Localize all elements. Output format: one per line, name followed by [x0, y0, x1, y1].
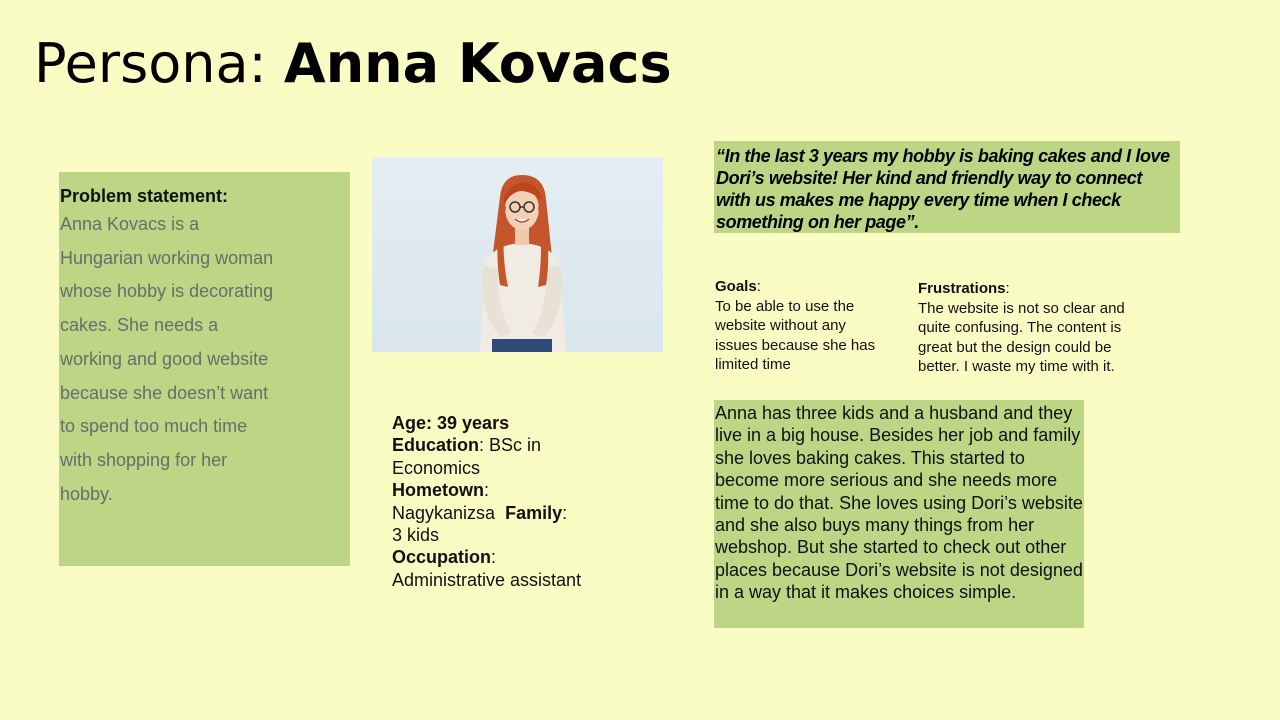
title-prefix: Persona:	[34, 32, 284, 95]
occupation-value: : Administrative assistant	[392, 547, 582, 590]
persona-quote: “In the last 3 years my hobby is baking cakes and I love Dori’s website! Her kind and friendly way to connect with us makes me happy every time when I check something on her page”.	[714, 141, 1180, 233]
goals-section: Goals: To be able to use the website without any issues because she has limited time	[715, 278, 876, 373]
page-title	[34, 28, 672, 100]
age-value: 39 years	[437, 413, 510, 433]
problem-statement-text: Anna Kovacs is a Hungarian working woman whose hobby is decorating cakes. She needs a working and good website because she doesn’t want to spend too much time with shopping for her hobby.	[60, 214, 274, 504]
frustrations-label: Frustrations	[918, 280, 1006, 297]
family-value: : 3 kids	[392, 502, 568, 546]
persona-photo	[372, 157, 663, 352]
persona-story: Anna has three kids and a husband and they live in a big house. Besides her job and family she loves baking cakes. This started to become more serious and she needs more time to do that. She loves using Dori’s website and she also buys many things from her webshop. But she started to check out other places because Dori’s website is not designed in a way that it makes choices simple.	[714, 400, 1084, 628]
hometown-value: : Nagykanizsa	[392, 480, 496, 523]
goals-label: Goals	[715, 278, 757, 295]
occupation-label: Occupation	[392, 547, 492, 568]
goals-text: To be able to use the website without any issues because she has limited time	[715, 297, 876, 373]
age-label: Age:	[392, 413, 432, 433]
hometown-label: Hometown	[392, 480, 484, 501]
education-label: Education	[392, 435, 480, 456]
persona-photo-illustration	[372, 157, 663, 352]
persona-facts	[392, 412, 582, 591]
frustrations-section: Frustrations: The website is not so clear and quite confusing. The content is great but the design could be better. I waste my time with it.	[918, 280, 1125, 375]
persona-name: Anna Kovacs	[283, 32, 672, 95]
problem-statement-label: Problem statement:	[60, 186, 229, 206]
problem-statement-card	[59, 172, 350, 566]
frustrations-text: The website is not so clear and quite confusing. The content is great but the design could be better. I waste my time with it.	[918, 299, 1125, 375]
family-label: Family	[505, 502, 563, 523]
education-value: : BSc in Economics	[392, 435, 542, 478]
